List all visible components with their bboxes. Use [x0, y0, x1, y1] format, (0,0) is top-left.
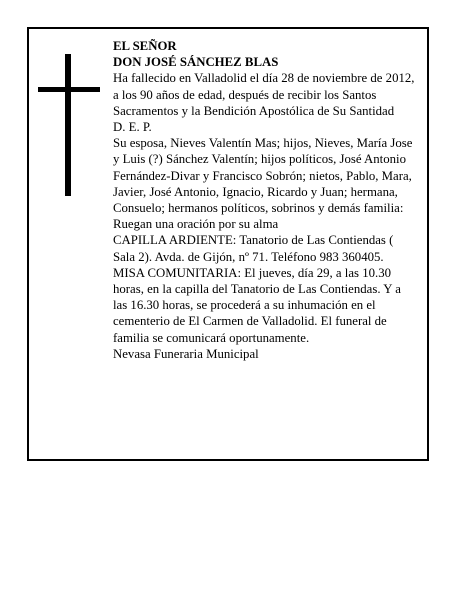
obituary-text — [113, 38, 415, 362]
chapel-info: CAPILLA ARDIENTE: Tanatorio de Las Contiendas ( Sala 2). Avda. de Gijón, nº 71. Teléfono 983 360405. — [113, 233, 394, 264]
cross-horizontal-bar — [38, 87, 100, 92]
death-announcement: Ha fallecido en Valladolid el día 28 de noviembre de 2012, a los 90 años de edad, después de recibir los Santos Sacramentos y la Bendición Apostólica de Su Santidad — [113, 71, 415, 118]
rest-in-peace-text: D. E. P. — [113, 120, 152, 135]
title-line-1: EL SEÑOR — [113, 39, 177, 53]
prayer-request: Ruegan una oración por su alma — [113, 217, 279, 232]
funeral-home-name: Nevasa Funeraria Municipal — [113, 346, 259, 361]
mass-info: MISA COMUNITARIA: El jueves, día 29, a las 10.30 horas, en la capilla del Tanatorio de Las Contiendas. Y a las 16.30 horas, se procederá a su inhumación en el cementerio de El Carmen de Valladolid. El funeral de familia se comunicará oportunamente. — [113, 265, 401, 345]
family-members: Su esposa, Nieves Valentín Mas; hijos, Nieves, María Jose y Luis (?) Sánchez Valentín; hijos políticos, José Antonio Fernández-Divar y Francisco Sobrón; nietos, Pablo, Mara, Javier, José Antonio, Ignacio, Ricardo y Juan; hermana, Consuelo; hermanos políticos, sobrinos y demás familia: — [113, 136, 413, 216]
latin-cross-icon — [38, 54, 100, 196]
cross-vertical-bar — [65, 54, 71, 196]
deceased-name: DON JOSÉ SÁNCHEZ BLAS — [113, 55, 279, 70]
